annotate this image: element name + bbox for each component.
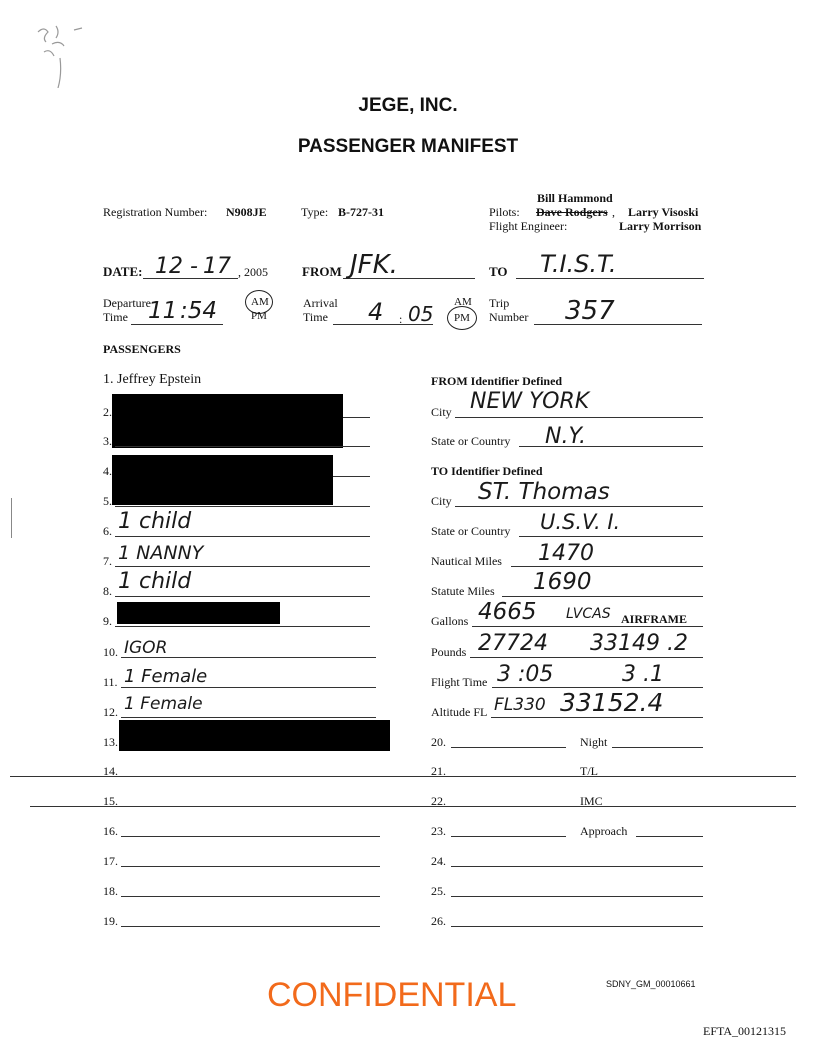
altitude-line xyxy=(491,717,703,718)
passenger-number-8: 8. xyxy=(103,584,112,598)
row-25-line xyxy=(451,896,703,897)
pilot-added: Bill Hammond xyxy=(537,191,613,205)
passenger-line-18 xyxy=(121,896,380,897)
flight-time-value: 3 :05 xyxy=(497,662,554,687)
arrival-colon: : xyxy=(399,312,403,326)
redaction-13 xyxy=(119,720,390,751)
trip-number-label: Number xyxy=(489,310,529,324)
night-label: Night xyxy=(580,735,608,749)
bates-number-efta: EFTA_00121315 xyxy=(703,1024,787,1038)
flight-time-airframe-value: 3 .1 xyxy=(622,662,664,687)
trip-label: Trip xyxy=(489,296,510,310)
pounds-label: Pounds xyxy=(431,645,467,659)
passengers-heading: PASSENGERS xyxy=(103,342,181,356)
tl-label: T/L xyxy=(580,764,598,778)
row-23-number: 23. xyxy=(431,824,446,838)
row-26-number: 26. xyxy=(431,914,446,928)
company-name: JEGE, INC. xyxy=(358,95,458,116)
departure-am: AM xyxy=(251,296,269,308)
arrival-minute: 05 xyxy=(408,302,434,326)
arrival-am: AM xyxy=(454,296,472,308)
passenger-line-17 xyxy=(121,866,380,867)
passenger-7: 1 NANNY xyxy=(118,542,204,564)
passenger-line-12 xyxy=(121,717,376,718)
to-city-label: City xyxy=(431,494,452,508)
passenger-number-15: 15. xyxy=(103,794,118,808)
passenger-12: 1 Female xyxy=(124,694,203,714)
gallons-label: Gallons xyxy=(431,614,469,628)
night-line xyxy=(612,747,703,748)
passenger-number-10: 10. xyxy=(103,645,118,659)
to-label: TO xyxy=(489,264,508,279)
pounds-line xyxy=(470,657,703,658)
to-line xyxy=(516,278,704,279)
passenger-number-3: 3. xyxy=(103,434,112,448)
passenger-number-12: 12. xyxy=(103,705,118,719)
flight-time-label: Flight Time xyxy=(431,675,488,689)
passenger-line-19 xyxy=(121,926,380,927)
pilot-comma: , xyxy=(612,205,615,219)
from-label: FROM xyxy=(302,264,342,279)
type-label: Type: xyxy=(301,205,329,219)
pilots-label: Pilots: xyxy=(489,205,520,219)
passenger-number-16: 16. xyxy=(103,824,118,838)
arrival-pm: PM xyxy=(454,312,470,324)
row-24-number: 24. xyxy=(431,854,446,868)
pilot-2: Larry Visoski xyxy=(628,205,699,219)
row-24-line xyxy=(451,866,703,867)
passenger-1: 1. Jeffrey Epstein xyxy=(103,372,202,387)
statute-miles-label: Statute Miles xyxy=(431,584,495,598)
to-city-line xyxy=(455,506,703,507)
imc-label: IMC xyxy=(580,794,603,808)
passenger-line-11 xyxy=(121,687,376,688)
departure-label: Departure xyxy=(103,296,151,310)
passenger-number-14: 14. xyxy=(103,764,118,778)
passenger-number-11: 11. xyxy=(103,675,118,689)
arrival-pm-circle xyxy=(447,306,477,330)
departure-time-label: Time xyxy=(103,310,128,324)
type-value: B-727-31 xyxy=(338,205,384,219)
redaction-9 xyxy=(117,602,280,624)
row-22-number: 22. xyxy=(431,794,446,808)
passenger-line-8 xyxy=(115,596,370,597)
pilot-struck: Dave Rodgers xyxy=(536,205,608,219)
passenger-line-6 xyxy=(115,536,370,537)
departure-line xyxy=(131,324,223,325)
pounds-airframe-value: 33149 .2 xyxy=(590,631,688,656)
passenger-number-19: 19. xyxy=(103,914,118,928)
passenger-number-2: 2. xyxy=(103,405,112,419)
passenger-11: 1 Female xyxy=(124,666,208,687)
to-identifier-heading: TO Identifier Defined xyxy=(431,464,543,478)
scan-line-15 xyxy=(30,806,796,807)
from-city-label: City xyxy=(431,405,452,419)
row-21-number: 21. xyxy=(431,764,446,778)
from-city-value: NEW YORK xyxy=(470,389,590,414)
row-26-line xyxy=(451,926,703,927)
statute-miles-value: 1690 xyxy=(533,569,592,595)
to-state-line xyxy=(519,536,703,537)
altitude-airframe-value: 33152.4 xyxy=(560,688,664,717)
from-state-value: N.Y. xyxy=(545,424,587,449)
registration-label: Registration Number: xyxy=(103,205,208,219)
redaction-4 xyxy=(112,455,333,505)
passenger-number-17: 17. xyxy=(103,854,118,868)
pounds-value: 27724 xyxy=(478,631,548,656)
corner-scribble xyxy=(30,18,120,88)
arrival-label: Arrival xyxy=(303,296,338,310)
bates-number-sdny: SDNY_GM_00010661 xyxy=(606,979,696,989)
from-city-line xyxy=(455,417,703,418)
airframe-label: AIRFRAME xyxy=(621,612,687,626)
arrival-hour: 4 xyxy=(368,298,384,326)
passenger-number-5: 5. xyxy=(103,494,112,508)
page-title: PASSENGER MANIFEST xyxy=(297,136,519,157)
passenger-number-7: 7. xyxy=(103,554,112,568)
passenger-line-16 xyxy=(121,836,380,837)
passenger-8: 1 child xyxy=(118,569,192,594)
gallons-value: 4665 xyxy=(478,599,537,625)
from-value: JFK. xyxy=(350,250,398,280)
engineer-label: Flight Engineer: xyxy=(489,219,568,233)
departure-pm: PM xyxy=(251,310,267,322)
altitude-value: FL330 xyxy=(494,695,546,715)
row-23-line xyxy=(451,836,566,837)
approach-label: Approach xyxy=(580,824,628,838)
arrival-time-label: Time xyxy=(303,310,328,324)
confidential-stamp: CONFIDENTIAL xyxy=(267,976,517,1014)
passenger-line-3 xyxy=(115,446,370,447)
passenger-number-4: 4. xyxy=(103,464,112,478)
lvcas-value: LVCAS xyxy=(566,606,611,622)
nautical-miles-label: Nautical Miles xyxy=(431,554,502,568)
registration-value: N908JE xyxy=(226,205,267,219)
row-25-number: 25. xyxy=(431,884,446,898)
passenger-6: 1 child xyxy=(118,509,192,534)
engineer-value: Larry Morrison xyxy=(619,219,702,233)
passenger-number-13: 13. xyxy=(103,735,118,749)
date-day: 17 xyxy=(203,254,231,279)
date-year: , 2005 xyxy=(238,265,268,279)
scan-line-14 xyxy=(10,776,796,777)
from-identifier-heading: FROM Identifier Defined xyxy=(431,374,563,388)
to-state-label: State or Country xyxy=(431,524,511,538)
to-state-value: U.S.V. I. xyxy=(540,510,621,534)
redaction-2 xyxy=(112,394,343,448)
margin-mark xyxy=(11,498,12,538)
passenger-10: IGOR xyxy=(124,638,168,658)
date-sep: - xyxy=(190,254,198,279)
nautical-miles-value: 1470 xyxy=(538,541,594,566)
passenger-number-18: 18. xyxy=(103,884,118,898)
departure-hour: 11 xyxy=(148,298,178,324)
passenger-line-7 xyxy=(115,566,370,567)
row-20-line xyxy=(451,747,566,748)
departure-minute: :54 xyxy=(180,298,218,324)
trip-number-value: 357 xyxy=(565,296,615,326)
from-state-label: State or Country xyxy=(431,434,511,448)
altitude-label: Altitude FL xyxy=(431,705,488,719)
passenger-line-5 xyxy=(115,506,370,507)
approach-line xyxy=(636,836,703,837)
to-value: T.I.S.T. xyxy=(540,250,617,278)
nautical-miles-line xyxy=(511,566,703,567)
date-month: 12 xyxy=(155,254,183,279)
row-20-number: 20. xyxy=(431,735,446,749)
date-label: DATE: xyxy=(103,264,143,279)
passenger-number-6: 6. xyxy=(103,524,112,538)
trip-number-line xyxy=(534,324,702,325)
statute-miles-line xyxy=(502,596,703,597)
to-city-value: ST. Thomas xyxy=(478,479,610,505)
passenger-line-9 xyxy=(115,626,370,627)
passenger-number-9: 9. xyxy=(103,614,112,628)
